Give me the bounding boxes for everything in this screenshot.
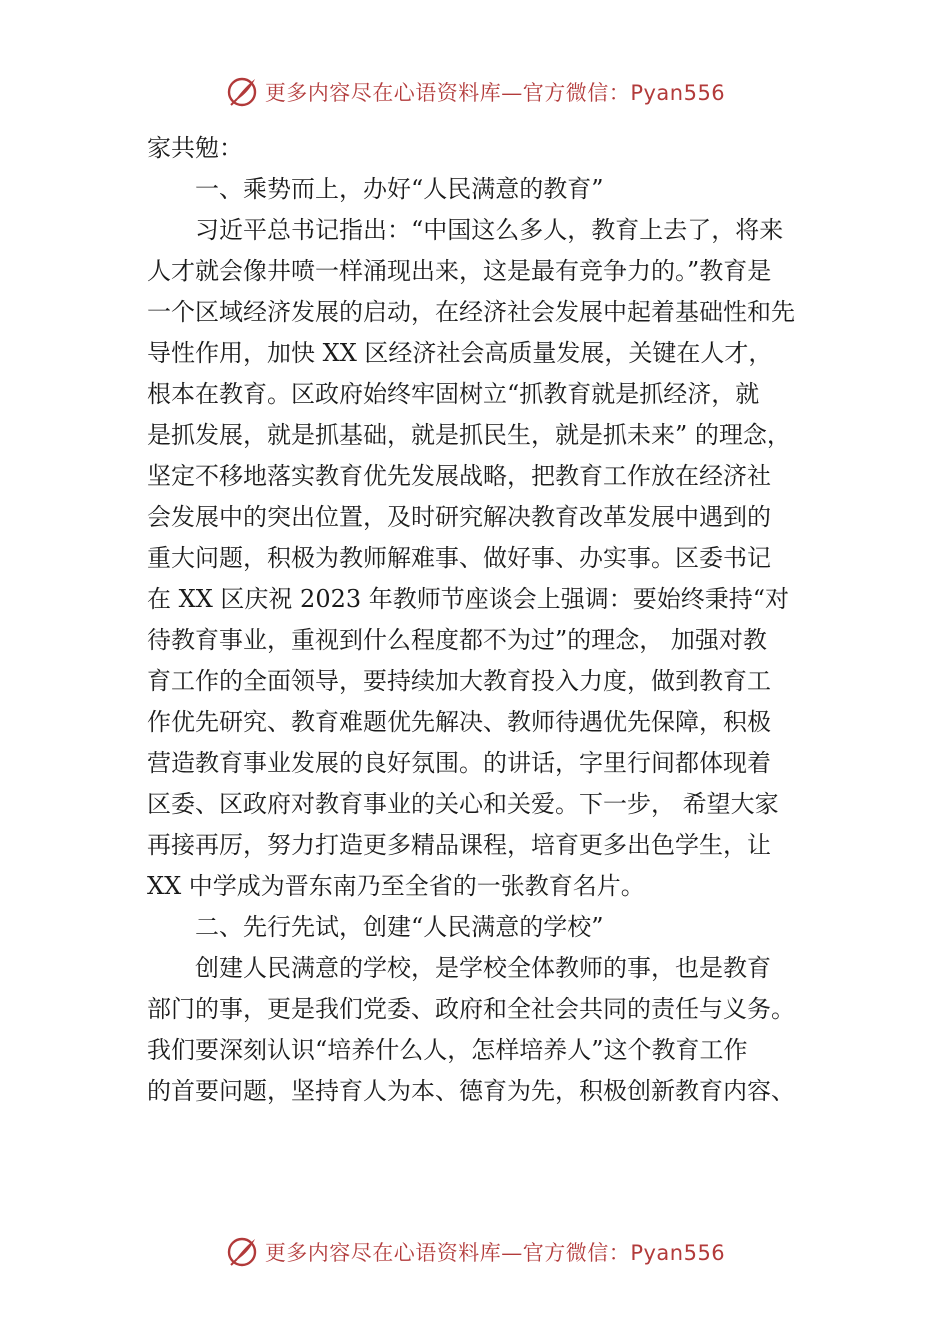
text-line: 部门的事，更是我们党委、政府和全社会共同的责任与义务。 [147,995,795,1023]
header-wechat-id: Pyan556 [630,81,726,105]
text-line: 导性作用，加快 XX 区经济社会高质量发展，关键在人才， [147,339,773,367]
text-line: 一、乘势而上，办好“人民满意的教育” [195,175,604,203]
text-line: 育工作的全面领导，要持续加大教育投入力度，做到教育工 [147,667,771,695]
text-line: 是抓发展，就是抓基础，就是抓民生，就是抓未来” 的理念， [147,421,791,449]
document-body [147,128,847,1112]
header-banner [0,72,950,112]
text-line: 在 XX 区庆祝 2023 年教师节座谈会上强调：要始终秉持“对 [147,585,790,613]
footer-banner-text: 更多内容尽在心语资料库—官方微信：Pyan556 [264,1241,726,1265]
feather-pen-logo-icon [225,1235,259,1269]
text-line: 再接再厉，努力打造更多精品课程，培育更多出色学生，让 [147,831,771,859]
header-banner-text: 更多内容尽在心语资料库—官方微信：Pyan556 [264,81,726,105]
text-line: 重大问题，积极为教师解难事、做好事、办实事。区委书记 [147,544,771,572]
text-line: 二、先行先试，创建“人民满意的学校” [195,913,604,941]
text-line: 创建人民满意的学校，是学校全体教师的事，也是教育 [195,954,771,982]
text-line: XX 中学成为晋东南乃至全省的一张教育名片。 [147,872,645,900]
text-line: 根本在教育。区政府始终牢固树立“抓教育就是抓经济，就 [147,380,760,408]
footer-banner [0,1232,950,1272]
footer-wechat-id: Pyan556 [630,1241,726,1265]
text-line: 一个区域经济发展的启动，在经济社会发展中起着基础性和先 [147,298,795,326]
text-line: 家共勉： [147,134,243,162]
text-line: 的首要问题，坚持育人为本、德育为先，积极创新教育内容、 [147,1077,795,1105]
text-line: 区委、区政府对教育事业的关心和关爱。下一步， 希望大家 [147,790,779,818]
text-line: 会发展中的突出位置，及时研究解决教育改革发展中遇到的 [147,503,771,531]
text-line: 我们要深刻认识“培养什么人，怎样培养人”这个教育工作 [147,1036,748,1064]
text-line: 人才就会像井喷一样涌现出来，这是最有竞争力的。”教育是 [147,257,772,285]
feather-pen-logo-icon [225,75,259,109]
text-line: 待教育事业，重视到什么程度都不为过”的理念， 加强对教 [147,626,767,654]
text-line: 习近平总书记指出：“中国这么多人，教育上去了，将来 [195,216,784,244]
text-line: 作优先研究、教育难题优先解决、教师待遇优先保障，积极 [147,708,771,736]
text-line: 营造教育事业发展的良好氛围。的讲话，字里行间都体现着 [147,749,771,777]
text-line: 坚定不移地落实教育优先发展战略，把教育工作放在经济社 [147,462,771,490]
